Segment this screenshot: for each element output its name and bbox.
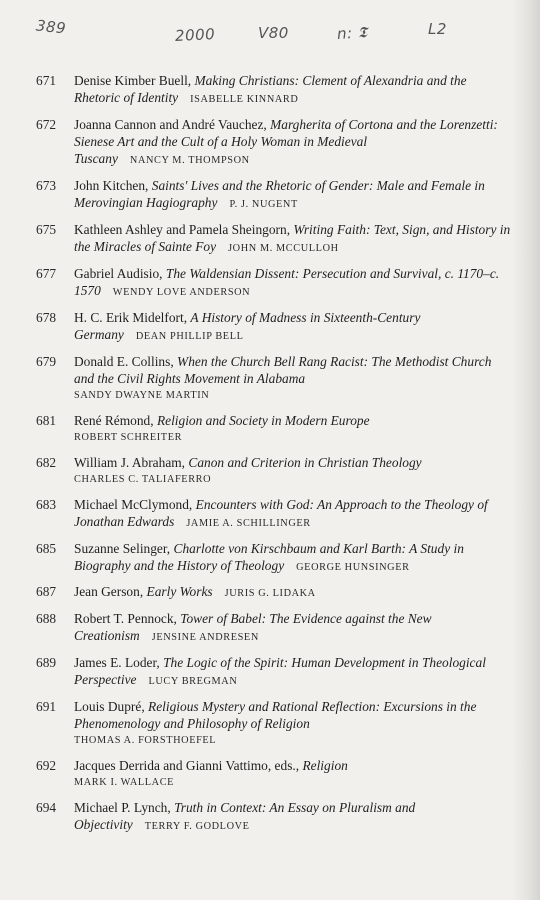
reviewer: DEAN PHILLIP BELL bbox=[135, 331, 244, 343]
review-entry bbox=[36, 757, 514, 792]
reviewer: GEORGE HUNSINGER bbox=[296, 561, 410, 573]
page-number: 681 bbox=[36, 412, 57, 428]
handwritten-note: 2000 bbox=[174, 24, 216, 46]
author: Michael P. Lynch, bbox=[74, 799, 171, 815]
author: Louis Dupré, bbox=[74, 698, 145, 714]
entry-text bbox=[74, 116, 514, 170]
review-entry bbox=[36, 116, 514, 170]
book-title: Making Christians: Clement of Alexandria and the Rhetoric of Identity bbox=[74, 73, 467, 106]
entry-text bbox=[74, 265, 514, 302]
reviewer: NANCY M. THOMPSON bbox=[129, 155, 250, 167]
reviewer: P. J. NUGENT bbox=[229, 199, 298, 211]
reviewer: JOHN M. MCCULLOH bbox=[228, 243, 339, 255]
reviewer: WENDY LOVE ANDERSON bbox=[112, 287, 251, 299]
book-title: When the Church Bell Rang Racist: The Methodist Church and the Civil Rights Movement in Alabama bbox=[74, 353, 492, 386]
author: Kathleen Ashley and Pamela Sheingorn, bbox=[74, 221, 291, 237]
page-number: 683 bbox=[36, 496, 57, 512]
page-number: 672 bbox=[36, 116, 57, 132]
author: Jean Gerson, bbox=[74, 584, 144, 600]
page-number: 694 bbox=[36, 799, 57, 815]
reviewer: ISABELLE KINNARD bbox=[190, 94, 299, 106]
reviewer: TERRY F. GODLOVE bbox=[144, 821, 250, 833]
review-entry bbox=[36, 610, 514, 647]
page-number: 679 bbox=[36, 353, 57, 369]
page-number: 678 bbox=[36, 309, 57, 325]
review-entry bbox=[36, 583, 514, 602]
review-entry bbox=[36, 265, 514, 302]
author: Gabriel Audisio, bbox=[74, 265, 163, 281]
book-title: A History of Madness in Sixteenth-Century Germany bbox=[74, 309, 421, 343]
book-title: Charlotte von Kirschbaum and Karl Barth: A Study in Biography and the History of Theology bbox=[74, 540, 464, 573]
entry-text bbox=[74, 309, 514, 346]
author: James E. Loder, bbox=[74, 654, 160, 670]
entry-text bbox=[74, 177, 514, 214]
author: Donald E. Collins, bbox=[74, 353, 174, 369]
review-entry bbox=[36, 540, 514, 577]
reviewer: CHARLES C. TALIAFERRO bbox=[74, 474, 212, 486]
page-number: 692 bbox=[36, 757, 57, 773]
author: Denise Kimber Buell, bbox=[74, 73, 192, 88]
author: René Rémond, bbox=[74, 412, 154, 428]
entry-text bbox=[74, 799, 514, 836]
page-gutter-shadow bbox=[512, 0, 540, 900]
reviewer: THOMAS A. FORSTHOEFEL bbox=[74, 735, 217, 747]
reviewer: MARK I. WALLACE bbox=[74, 777, 175, 789]
handwritten-notes bbox=[0, 18, 540, 58]
review-entry bbox=[36, 72, 514, 109]
book-title: Religious Mystery and Rational Reflection: Excursions in the Phenomenology and Philosophy of Religion bbox=[74, 698, 477, 732]
page-number: 685 bbox=[36, 540, 57, 556]
review-entry bbox=[36, 654, 514, 691]
author: H. C. Erik Midelfort, bbox=[74, 309, 188, 325]
review-entry bbox=[36, 309, 514, 346]
handwritten-note: L2 bbox=[428, 20, 447, 38]
book-title: Early Works bbox=[146, 584, 213, 600]
review-entry bbox=[36, 221, 514, 258]
page-number: 673 bbox=[36, 178, 57, 194]
page-number: 682 bbox=[36, 454, 57, 470]
book-title: The Logic of the Spirit: Human Development in Theological Perspective bbox=[74, 654, 486, 688]
reviewer: SANDY DWAYNE MARTIN bbox=[74, 390, 210, 402]
author: William J. Abraham, bbox=[74, 454, 186, 470]
entry-text bbox=[74, 540, 514, 577]
page-number: 689 bbox=[36, 654, 57, 670]
entry-text bbox=[74, 698, 514, 750]
review-entry bbox=[36, 698, 514, 750]
review-entry bbox=[36, 177, 514, 214]
entry-text bbox=[74, 412, 514, 447]
book-title: Truth in Context: An Essay on Pluralism and Objectivity bbox=[74, 799, 416, 833]
entry-text bbox=[74, 496, 514, 533]
handwritten-note: n: 𝕿 bbox=[336, 22, 369, 44]
review-entry bbox=[36, 454, 514, 489]
entry-text bbox=[74, 454, 514, 489]
entry-text bbox=[74, 654, 514, 691]
review-entry bbox=[36, 496, 514, 533]
review-entry bbox=[36, 799, 514, 836]
entry-text bbox=[74, 353, 514, 405]
book-title: Religion bbox=[302, 757, 348, 773]
reviewer: JURIS G. LIDAKA bbox=[224, 588, 316, 600]
book-title: The Waldensian Dissent: Persecution and Survival, c. 1170–c. 1570 bbox=[74, 265, 500, 299]
review-entry bbox=[36, 353, 514, 405]
page-number: 688 bbox=[36, 610, 57, 626]
book-title: Tower of Babel: The Evidence against the New Creationism bbox=[74, 610, 432, 644]
entry-text bbox=[74, 72, 514, 109]
reviewer: ROBERT SCHREITER bbox=[74, 432, 183, 444]
handwritten-note: 389 bbox=[35, 16, 67, 38]
book-title: Margherita of Cortona and the Lorenzetti: Sienese Art and the Cult of a Holy Woman in Medieval Tuscany bbox=[74, 116, 498, 167]
book-title: Encounters with God: An Approach to the Theology of Jonathan Edwards bbox=[74, 496, 488, 529]
book-title: Writing Faith: Text, Sign, and History in the Miracles of Sainte Foy bbox=[74, 221, 511, 255]
review-entry bbox=[36, 412, 514, 447]
entry-text bbox=[74, 757, 514, 792]
book-title: Saints' Lives and the Rhetoric of Gender: Male and Female in Merovingian Hagiography bbox=[74, 178, 485, 211]
page-number: 677 bbox=[36, 265, 57, 281]
author: John Kitchen, bbox=[74, 178, 149, 194]
author: Robert T. Pennock, bbox=[74, 610, 177, 626]
author: Jacques Derrida and Gianni Vattimo, eds., bbox=[74, 757, 300, 773]
entry-text bbox=[74, 610, 514, 647]
author: Suzanne Selinger, bbox=[74, 540, 171, 556]
book-title: Canon and Criterion in Christian Theology bbox=[188, 454, 422, 470]
entry-text bbox=[74, 221, 514, 258]
review-list bbox=[36, 72, 514, 843]
page-number: 675 bbox=[36, 221, 57, 237]
page-number: 691 bbox=[36, 698, 57, 714]
entry-text bbox=[74, 583, 514, 602]
reviewer: LUCY BREGMAN bbox=[148, 676, 238, 688]
author: Michael McClymond, bbox=[74, 496, 193, 512]
handwritten-note: V80 bbox=[258, 24, 289, 42]
author: Joanna Cannon and André Vauchez, bbox=[74, 116, 267, 132]
reviewer: JAMIE A. SCHILLINGER bbox=[186, 517, 311, 529]
page-number: 671 bbox=[36, 73, 57, 88]
page-number: 687 bbox=[36, 584, 57, 600]
reviewer: JENSINE ANDRESEN bbox=[151, 632, 259, 644]
book-title: Religion and Society in Modern Europe bbox=[156, 412, 370, 428]
